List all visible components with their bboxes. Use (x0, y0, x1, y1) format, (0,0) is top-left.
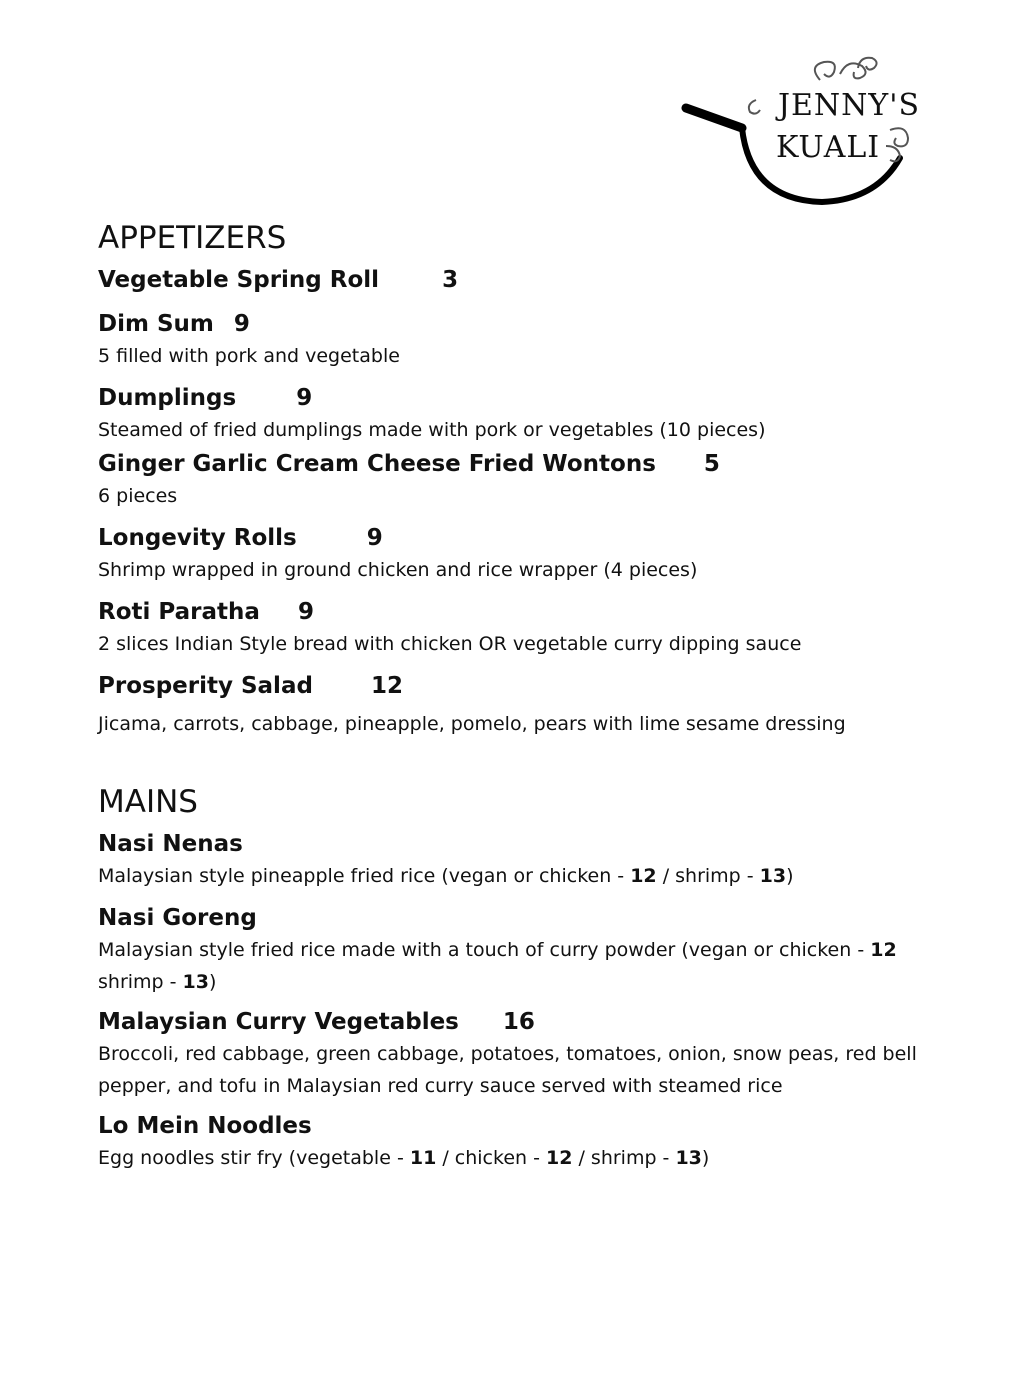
item-name: Nasi Nenas (98, 831, 243, 857)
price-value: 13 (759, 865, 787, 887)
item-name: Dim Sum (98, 311, 214, 337)
item-price: 16 (502, 1009, 535, 1035)
item-name: Malaysian Curry Vegetables (98, 1009, 459, 1035)
item-description (98, 1142, 958, 1174)
item-description: 2 slices Indian Style bread with chicken OR vegetable curry dipping sauce (98, 633, 802, 655)
price-value: 12 (545, 1147, 573, 1169)
item-name: Longevity Rolls (98, 525, 297, 551)
menu-item (98, 382, 958, 446)
description-text: ) (786, 865, 794, 887)
item-description (98, 860, 958, 892)
section-title-appetizers: APPETIZERS (98, 220, 287, 256)
description-text: Malaysian style fried rice made with a touch of curry powder (vegan or chicken - (98, 939, 871, 961)
menu (98, 218, 958, 1174)
item-description (98, 934, 958, 998)
description-text: / shrimp - (572, 1147, 676, 1169)
mains-section (98, 782, 958, 1174)
logo-text-line1: JENNY'S (778, 88, 921, 123)
item-description (98, 1038, 958, 1102)
item-name: Dumplings (98, 385, 237, 411)
item-price: 9 (366, 525, 383, 551)
menu-item (98, 264, 958, 296)
price-value: 13 (182, 971, 209, 993)
menu-item (98, 448, 958, 512)
appetizers-section (98, 218, 958, 740)
description-text: Egg noodles stir fry (vegetable - (98, 1147, 410, 1169)
item-price: 9 (297, 599, 314, 625)
item-name: Nasi Goreng (98, 905, 257, 931)
menu-item (98, 902, 958, 998)
logo-text-line2: KUALI (776, 130, 881, 165)
item-price: 3 (442, 267, 459, 293)
description-text: ) (701, 1147, 710, 1169)
menu-item (98, 1006, 958, 1102)
item-description: Shrimp wrapped in ground chicken and rice wrapper (4 pieces) (98, 559, 698, 581)
menu-item (98, 670, 958, 740)
description-text: Malaysian style pineapple fried rice (vegan or chicken - (98, 865, 631, 887)
menu-item (98, 828, 958, 892)
price-value: 13 (675, 1147, 702, 1169)
item-name: Ginger Garlic Cream Cheese Fried Wontons (98, 451, 656, 477)
item-description: Jicama, carrots, cabbage, pineapple, pomelo, pears with lime sesame dressing (98, 713, 846, 735)
item-name: Vegetable Spring Roll (98, 267, 380, 293)
item-name: Roti Paratha (98, 599, 260, 625)
price-value: 11 (409, 1147, 437, 1169)
menu-item (98, 308, 958, 372)
item-description: 5 filled with pork and vegetable (98, 345, 400, 367)
restaurant-logo (680, 50, 930, 215)
item-price: 9 (296, 385, 313, 411)
item-name: Prosperity Salad (98, 673, 313, 699)
item-price: 12 (370, 673, 403, 699)
description-text: / chicken - (436, 1147, 546, 1169)
item-description: 6 pieces (98, 485, 178, 507)
description-text: Broccoli, red cabbage, green cabbage, potatoes, tomatoes, onion, snow peas, red bell pepper, and tofu in Malaysian red curry sauce served with steamed rice (98, 1043, 917, 1097)
item-description: Steamed of fried dumplings made with pork or vegetables (10 pieces) (98, 419, 766, 441)
price-value: 12 (630, 865, 657, 887)
item-name: Lo Mein Noodles (98, 1113, 312, 1139)
item-price: 5 (703, 451, 720, 477)
section-title-mains: MAINS (98, 784, 198, 820)
description-text: ) (209, 971, 217, 993)
menu-item (98, 1110, 958, 1174)
description-text: / shrimp - (656, 865, 760, 887)
price-value: 12 (870, 939, 897, 961)
item-price: 9 (233, 311, 250, 337)
menu-item (98, 522, 958, 586)
description-text: shrimp - (98, 971, 183, 993)
menu-item (98, 596, 958, 660)
